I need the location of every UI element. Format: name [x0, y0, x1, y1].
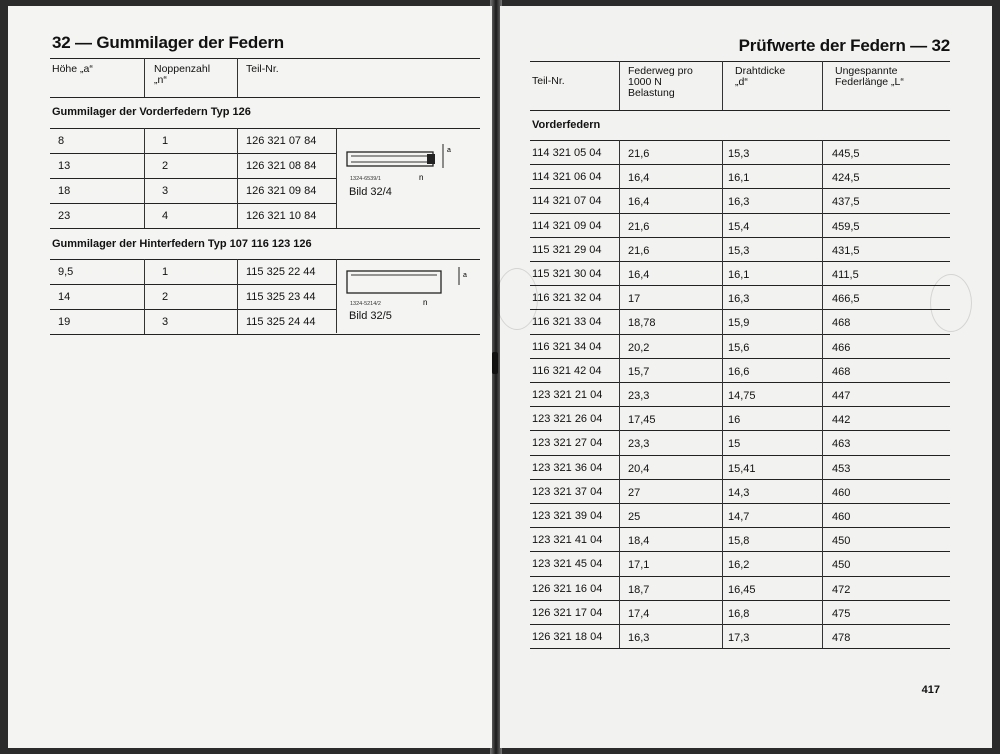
part-number-cell: 123 321 41 04	[532, 534, 603, 547]
part-number-cell: 123 321 45 04	[532, 558, 603, 571]
table-row-rule	[530, 430, 950, 431]
column-divider	[619, 140, 620, 164]
height-cell: 13	[58, 160, 71, 172]
front-section-label: Gummilager der Vorderfedern Typ 126	[52, 106, 251, 118]
free-length-cell: 468	[832, 317, 851, 330]
column-divider	[722, 527, 723, 551]
dimension-a-label: a	[447, 147, 451, 154]
travel-cell: 21,6	[628, 148, 650, 160]
figure-32-5	[339, 265, 479, 353]
column-divider	[144, 284, 145, 309]
part-number-cell: 115 325 22 44	[246, 266, 316, 278]
column-divider	[822, 503, 823, 527]
part-number-cell: 126 321 08 84	[246, 160, 317, 172]
column-divider	[619, 309, 620, 333]
height-cell: 9,5	[58, 266, 74, 278]
column-divider	[237, 284, 238, 309]
column-divider	[822, 188, 823, 212]
column-divider	[619, 213, 620, 237]
column-divider	[619, 430, 620, 454]
part-number-cell: 126 321 10 84	[246, 210, 317, 222]
column-divider	[722, 334, 723, 358]
column-divider	[619, 188, 620, 212]
free-length-cell: 466,5	[832, 293, 860, 306]
part-number-cell: 126 321 18 04	[532, 631, 603, 643]
table-row-rule	[530, 576, 950, 577]
column-divider	[619, 551, 620, 575]
wire-diameter-cell: 16	[728, 414, 741, 427]
free-length-cell: 472	[832, 583, 851, 596]
page-smudge	[930, 274, 972, 332]
part-number-cell: 123 321 37 04	[532, 485, 603, 498]
wire-diameter-cell: 16,8	[728, 607, 750, 620]
column-divider	[722, 164, 723, 188]
table-row-rule	[530, 624, 950, 625]
column-divider	[722, 430, 723, 454]
table-row-rule	[50, 284, 336, 285]
column-divider	[722, 455, 723, 479]
travel-cell: 20,2	[628, 341, 650, 354]
column-divider	[722, 479, 723, 503]
wire-diameter-cell: 14,3	[728, 486, 750, 499]
figure-caption-rear: Bild 32/5	[349, 310, 392, 322]
table-row-rule	[50, 309, 336, 310]
travel-cell: 25	[628, 511, 641, 523]
table-row-rule	[530, 382, 950, 383]
column-divider	[822, 382, 823, 406]
travel-cell: 17,1	[628, 559, 650, 572]
wire-diameter-cell: 15,41	[728, 462, 756, 475]
wire-diameter-cell: 16,1	[728, 172, 750, 185]
column-divider	[722, 140, 723, 164]
column-divider	[144, 259, 145, 284]
travel-cell: 27	[628, 486, 641, 499]
free-length-cell: 459,5	[832, 220, 860, 233]
column-divider	[822, 527, 823, 551]
table-row-rule	[530, 261, 950, 262]
part-number-cell: 116 321 32 04	[532, 292, 602, 305]
nub-count-cell: 2	[162, 160, 169, 172]
column-divider	[822, 358, 823, 382]
col-header-nubs: Noppenzahl „n“	[154, 63, 211, 86]
column-divider	[722, 285, 723, 309]
table-row-rule	[530, 527, 950, 528]
free-length-cell: 463	[832, 438, 851, 451]
column-divider	[619, 479, 620, 503]
column-divider	[237, 309, 238, 334]
right-page	[500, 6, 992, 748]
column-divider	[619, 527, 620, 551]
table-row-rule	[530, 503, 950, 504]
column-divider	[722, 503, 723, 527]
table-row-rule	[530, 334, 950, 335]
travel-cell: 16,3	[628, 632, 650, 644]
free-length-cell: 431,5	[832, 244, 860, 257]
column-divider	[822, 309, 823, 333]
table-row-rule	[530, 406, 950, 407]
part-number-cell: 126 321 17 04	[532, 606, 603, 619]
table-row-rule	[530, 309, 950, 310]
wire-diameter-cell: 16,3	[728, 196, 750, 209]
figure-32-4	[339, 134, 479, 222]
wire-diameter-cell: 15,9	[728, 317, 750, 330]
col-header-length: Ungespannte Federlänge „L“	[835, 65, 904, 88]
column-divider	[619, 261, 620, 285]
column-divider	[822, 237, 823, 261]
part-number-cell: 116 321 42 04	[532, 364, 602, 377]
wire-diameter-cell: 17,3	[728, 632, 750, 644]
column-divider	[144, 309, 145, 334]
col-header-wire: Drahtdicke „d“	[735, 65, 786, 88]
part-number-cell: 116 321 34 04	[532, 340, 602, 353]
table-row-rule	[530, 648, 950, 649]
column-divider	[619, 600, 620, 624]
free-length-cell: 447	[832, 390, 851, 402]
column-divider	[144, 178, 145, 203]
column-divider	[822, 600, 823, 624]
wire-diameter-cell: 15,3	[728, 148, 750, 160]
table-row-rule	[50, 153, 336, 154]
free-length-cell: 437,5	[832, 196, 860, 209]
travel-cell: 18,78	[628, 317, 656, 330]
column-divider	[619, 334, 620, 358]
table-row-rule	[50, 178, 336, 179]
nub-count-cell: 1	[162, 135, 169, 147]
part-number-cell: 115 325 24 44	[246, 316, 316, 328]
dimension-n-label-rear: n	[423, 298, 428, 307]
table-row-rule	[530, 237, 950, 238]
height-cell: 23	[58, 210, 71, 222]
wire-diameter-cell: 16,2	[728, 559, 750, 572]
left-page	[8, 6, 492, 748]
free-length-cell: 478	[832, 632, 851, 644]
table-row-rule	[530, 479, 950, 480]
wire-diameter-cell: 15,6	[728, 341, 750, 354]
height-cell: 14	[58, 291, 71, 303]
travel-cell: 15,7	[628, 365, 650, 378]
part-number-cell: 116 321 33 04	[532, 316, 602, 329]
column-divider	[237, 259, 238, 284]
free-length-cell: 466	[832, 341, 851, 354]
col-header-height: Höhe „a“	[52, 63, 93, 75]
column-divider	[822, 213, 823, 237]
table-top-rule	[50, 58, 480, 59]
column-divider	[237, 128, 238, 153]
column-divider	[619, 624, 620, 648]
column-divider	[822, 479, 823, 503]
wire-diameter-cell: 16,45	[728, 583, 756, 596]
page-number: 417	[921, 684, 940, 696]
travel-cell: 21,6	[628, 244, 650, 257]
wire-diameter-cell: 16,1	[728, 269, 750, 281]
free-length-cell: 424,5	[832, 172, 860, 185]
part-number-cell: 123 321 36 04	[532, 461, 603, 474]
dimension-n-label: n	[419, 173, 424, 182]
wire-diameter-cell: 15,8	[728, 535, 750, 548]
free-length-cell: 468	[832, 365, 851, 378]
travel-cell: 16,4	[628, 196, 650, 209]
part-number-cell: 115 321 30 04	[532, 268, 602, 280]
column-divider	[722, 261, 723, 285]
free-length-cell: 442	[832, 414, 851, 427]
column-divider	[822, 140, 823, 164]
travel-cell: 16,4	[628, 172, 650, 185]
column-divider	[722, 213, 723, 237]
free-length-cell: 460	[832, 486, 851, 499]
column-divider	[237, 153, 238, 178]
part-number-cell: 126 321 09 84	[246, 185, 317, 197]
nub-count-cell: 1	[162, 266, 169, 278]
part-number-cell: 126 321 07 84	[246, 135, 317, 147]
column-divider	[822, 261, 823, 285]
page-smudge	[496, 268, 538, 330]
table-row-rule	[530, 164, 950, 165]
part-number-cell: 123 321 27 04	[532, 437, 603, 450]
part-number-cell: 114 321 05 04	[532, 147, 602, 159]
column-divider	[237, 203, 238, 228]
wire-diameter-cell: 15	[728, 438, 741, 451]
part-number-cell: 114 321 07 04	[532, 195, 602, 208]
column-divider	[619, 61, 620, 110]
column-divider	[619, 406, 620, 430]
dimension-a-label-rear: a	[463, 272, 467, 279]
column-divider	[722, 237, 723, 261]
nub-count-cell: 2	[162, 291, 169, 303]
column-divider	[619, 576, 620, 600]
column-divider	[822, 430, 823, 454]
wire-diameter-cell: 14,7	[728, 511, 750, 523]
column-divider	[619, 455, 620, 479]
column-divider	[722, 358, 723, 382]
part-number-cell: 114 321 09 04	[532, 219, 602, 232]
part-number-cell: 115 321 29 04	[532, 243, 602, 256]
travel-cell: 17,45	[628, 414, 656, 427]
table-row-rule	[530, 600, 950, 601]
column-divider	[722, 576, 723, 600]
column-divider	[144, 128, 145, 153]
column-divider	[722, 551, 723, 575]
column-divider	[619, 382, 620, 406]
column-divider	[822, 406, 823, 430]
height-cell: 19	[58, 316, 71, 328]
column-divider	[722, 61, 723, 110]
nub-count-cell: 4	[162, 210, 169, 222]
binding-clip	[492, 352, 498, 374]
table-row-rule	[530, 455, 950, 456]
part-number-cell: 123 321 21 04	[532, 389, 603, 401]
column-divider	[822, 455, 823, 479]
column-divider	[722, 406, 723, 430]
column-divider	[237, 178, 238, 203]
travel-cell: 21,6	[628, 220, 650, 233]
wire-diameter-cell: 16,6	[728, 365, 750, 378]
travel-cell: 23,3	[628, 390, 650, 402]
nub-count-cell: 3	[162, 185, 169, 197]
free-length-cell: 460	[832, 511, 851, 523]
column-divider	[722, 188, 723, 212]
travel-cell: 23,3	[628, 438, 650, 451]
table-row-rule	[530, 285, 950, 286]
travel-cell: 18,4	[628, 535, 650, 548]
travel-cell: 20,4	[628, 462, 650, 475]
free-length-cell: 411,5	[832, 269, 859, 281]
part-number-cell: 114 321 06 04	[532, 171, 602, 184]
figure-code-rear: 1324-5214/2	[350, 301, 381, 307]
front-springs-label: Vorderfedern	[532, 119, 601, 131]
figure-code-front: 1324-6539/1	[350, 176, 381, 182]
part-number-cell: 123 321 26 04	[532, 413, 603, 426]
column-divider	[822, 285, 823, 309]
column-divider	[822, 334, 823, 358]
table-row-rule	[50, 203, 336, 204]
travel-cell: 17,4	[628, 607, 650, 620]
free-length-cell: 450	[832, 559, 851, 572]
column-divider	[822, 576, 823, 600]
column-divider	[619, 503, 620, 527]
column-divider	[822, 164, 823, 188]
nub-count-cell: 3	[162, 316, 169, 328]
column-divider	[619, 164, 620, 188]
col-header-travel: Federweg pro 1000 N Belastung	[628, 65, 693, 99]
wire-diameter-cell: 15,4	[728, 220, 750, 233]
table-row-rule	[530, 188, 950, 189]
part-number-cell: 123 321 39 04	[532, 510, 603, 522]
column-divider	[144, 153, 145, 178]
column-divider	[722, 309, 723, 333]
rear-section-label: Gummilager der Hinterfedern Typ 107 116 123 126	[52, 238, 312, 250]
column-divider	[144, 203, 145, 228]
height-cell: 18	[58, 185, 71, 197]
column-divider	[722, 600, 723, 624]
part-number-cell: 115 325 23 44	[246, 291, 316, 303]
right-page-title: Prüfwerte der Federn — 32	[738, 36, 950, 55]
free-length-cell: 475	[832, 607, 851, 620]
header-bottom-rule	[50, 97, 480, 98]
column-divider	[619, 358, 620, 382]
column-divider	[619, 285, 620, 309]
figure-caption-front: Bild 32/4	[349, 186, 392, 198]
free-length-cell: 450	[832, 535, 851, 548]
column-divider	[822, 551, 823, 575]
table-row-rule	[530, 213, 950, 214]
travel-cell: 18,7	[628, 583, 650, 596]
free-length-cell: 445,5	[832, 148, 860, 160]
travel-cell: 16,4	[628, 269, 650, 281]
column-divider	[822, 624, 823, 648]
col-header-part: Teil-Nr.	[532, 75, 565, 87]
part-number-cell: 126 321 16 04	[532, 582, 603, 595]
free-length-cell: 453	[832, 462, 851, 475]
travel-cell: 17	[628, 293, 641, 306]
left-page-title: 32 — Gummilager der Federn	[52, 33, 284, 52]
table-row-rule	[530, 551, 950, 552]
table-row-rule	[530, 358, 950, 359]
column-divider	[722, 382, 723, 406]
wire-diameter-cell: 14,75	[728, 390, 756, 402]
wire-diameter-cell: 16,3	[728, 293, 750, 306]
column-divider	[619, 237, 620, 261]
column-divider	[722, 624, 723, 648]
col-header-part: Teil-Nr.	[246, 63, 279, 75]
column-divider	[822, 61, 823, 110]
wire-diameter-cell: 15,3	[728, 244, 750, 257]
height-cell: 8	[58, 135, 65, 147]
